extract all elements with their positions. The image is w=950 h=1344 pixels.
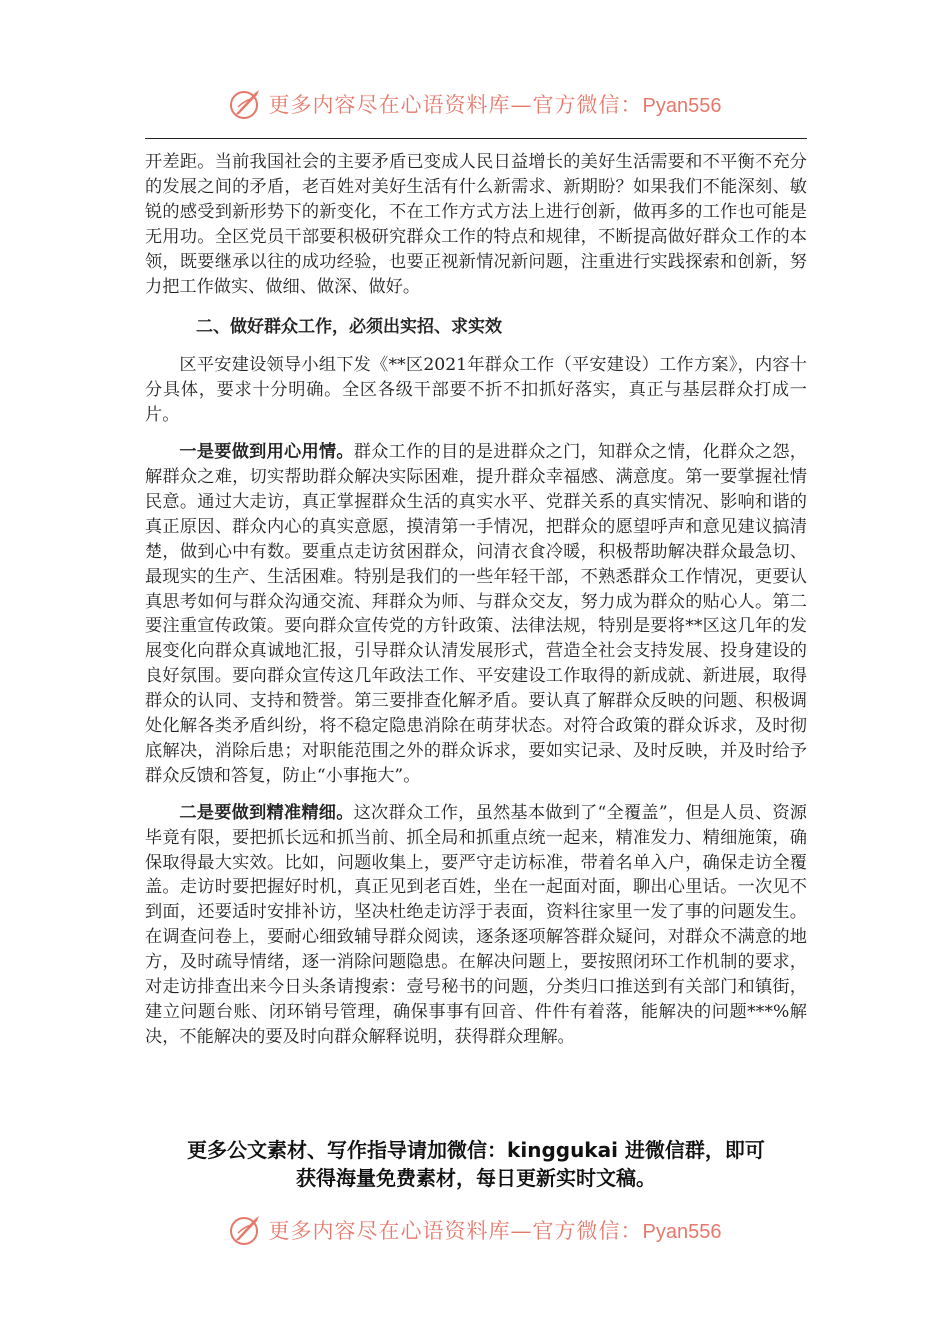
header-wechat-id: Pyan556 [642, 95, 722, 117]
footer-banner-text: 更多内容尽在心语资料库—官方微信：Pyan556 [268, 1219, 722, 1243]
header-banner-text: 更多内容尽在心语资料库—官方微信：Pyan556 [268, 93, 722, 117]
quill-pen-logo-icon [229, 1213, 263, 1247]
footer-wechat-id: Pyan556 [642, 1221, 722, 1243]
paragraph-3-lead: 一是要做到用心用情。 [179, 442, 354, 463]
footer-banner [0, 1206, 950, 1254]
paragraph-2: 区平安建设领导小组下发《**区2021年群众工作（平安建设）工作方案》，内容十分具体，要求十分明确。全区各级干部要不折不扣抓好落实，真正与基层群众打成一片。 [145, 355, 807, 426]
paragraph-4: 二是要做到精准精细。这次群众工作，虽然基本做到了“全覆盖”，但是人员、资源毕竟有限，要把抓长远和抓当前、抓全局和抓重点统一起来，精准发力、精细施策，确保取得最大实效。比如，问题收集上，要严守走访标准，带着名单入户，确保走访全覆盖。走访时要把握好时机，真正见到老百姓，坐在一起面对面，聊出心里话。一次见不到面，还要适时安排补访，坚决杜绝走访浮于表面，资料往家里一发了事的问题发生。在调查问卷上，要耐心细致辅导群众阅读，逐条逐项解答群众疑问，对群众不满意的地方，及时疏导情绪，逐一消除问题隐患。在解决问题上，要按照闭环工作机制的要求，对走访排查出来今日头条请搜索：壹号秘书的问题，分类归口推送到有关部门和镇街，建立问题台账、闭环销号管理，确保事事有回音、件件有着落，能解决的问题***%解决，不能解决的要及时向群众解释说明，获得群众理解。 [145, 802, 807, 1047]
promo-line-1: 更多公文素材、写作指导请加微信：kinggukai 进微信群，即可 [187, 1138, 765, 1162]
header-divider [145, 138, 807, 139]
section-heading-2: 二、做好群众工作，必须出实招、求实效 [196, 317, 502, 338]
header-banner [0, 80, 950, 128]
paragraph-3: 一是要做到用心用情。群众工作的目的是进群众之门，知群众之情，化群众之怨，解群众之难，切实帮助群众解决实际困难，提升群众幸福感、满意度。第一要掌握社情民意。通过大走访，真正掌握群众生活的真实水平、党群关系的真实情况、影响和谐的真正原因、群众内心的真实意愿，摸清第一手情况，把群众的愿望呼声和意见建议搞清楚，做到心中有数。要重点走访贫困群众，问清衣食冷暖，积极帮助解决群众最急切、最现实的生产、生活困难。特别是我们的一些年轻干部，不熟悉群众工作情况，更要认真思考如何与群众沟通交流、拜群众为师、与群众交友，努力成为群众的贴心人。第二要注重宣传政策。要向群众宣传党的方针政策、法律法规，特别是要将**区这几年的发展变化向群众真诚地汇报，引导群众认清发展形式，营造全社会支持发展、投身建设的良好氛围。要向群众宣传这几年政法工作、平安建设工作取得的新成就、新进展，取得群众的认同、支持和赞誉。第三要排查化解矛盾。要认真了解群众反映的问题、积极调处化解各类矛盾纠纷，将不稳定隐患消除在萌芽状态。对符合政策的群众诉求，及时彻底解决，消除后患；对职能范围之外的群众诉求，要如实记录、及时反映，并及时给予群众反馈和答复，防止“小事拖大”。 [145, 442, 807, 786]
promo-line-2: 获得海量免费素材，每日更新实时文稿。 [296, 1166, 656, 1190]
paragraph-4-lead: 二是要做到精准精细。 [179, 802, 354, 823]
quill-pen-logo-icon [229, 87, 263, 121]
promo-notice [145, 1136, 807, 1192]
paragraph-1: 开差距。当前我国社会的主要矛盾已变成人民日益增长的美好生活需要和不平衡不充分的发展之间的矛盾，老百姓对美好生活有什么新需求、新期盼？如果我们不能深刻、敏锐的感受到新形势下的新变化，不在工作方式方法上进行创新，做再多的工作也可能是无用功。全区党员干部要积极研究群众工作的特点和规律，不断提高做好群众工作的本领，既要继承以往的成功经验，也要正视新情况新问题，注重进行实践探索和创新，努力把工作做实、做细、做深、做好。 [145, 152, 807, 297]
article-body [145, 150, 807, 1050]
